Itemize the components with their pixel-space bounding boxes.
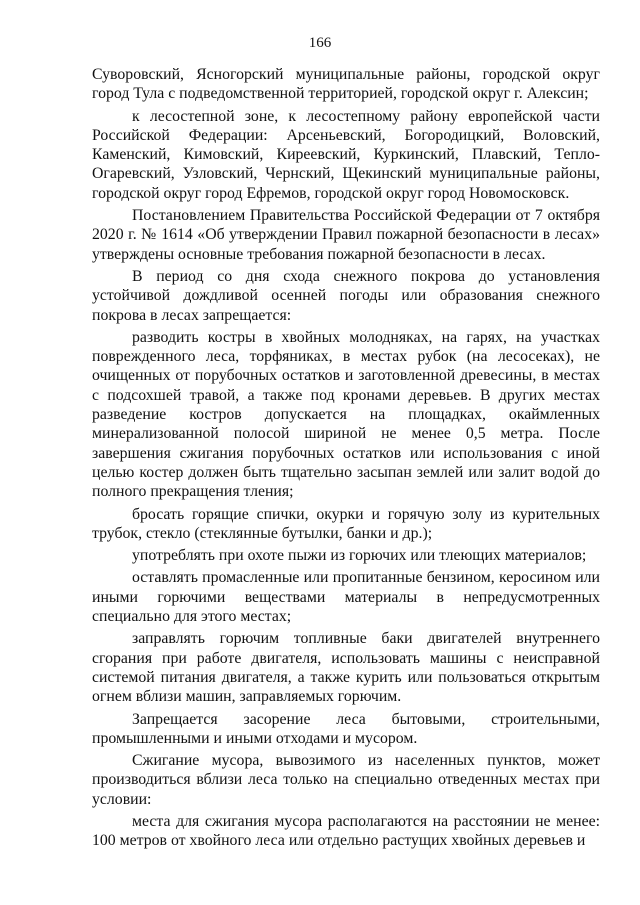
body-text	[92, 65, 600, 854]
paragraph-10: Запрещается засорение леса бытовыми, строительными, промышленными и иными отходами и мусором.	[92, 710, 600, 747]
paragraph-11: Сжигание мусора, вывозимого из населенных пунктов, может производиться вблизи леса только на специально отведенных местах при условии:	[92, 752, 600, 808]
paragraph-7: употреблять при охоте пыжи из горючих или тлеющих материалов;	[132, 547, 587, 565]
paragraph-6: бросать горящие спички, окурки и горячую золу из курительных трубок, стекло (стеклянные бутылки, банки и др.);	[92, 505, 600, 542]
paragraph-3: Постановлением Правительства Российской Федерации от 7 октября 2020 г. № 1614 «Об утверждении Правил пожарной безопасности в лесах» утверждены основные требования пожарной безопасности в лесах.	[92, 207, 600, 263]
paragraph-5: разводить костры в хвойных молодняках, на гарях, на участках поврежденного леса, торфяниках, в местах рубок (на лесосеках), не очищенных от порубочных остатков и заготовленной древесины, в местах с подсохшей травой, а также под кронами деревьев. В других местах разведение костров допускается на площадках, окаймленных минерализованной полосой шириной не менее 0,5 метра. После завершения сжигания порубочных остатков или использования с иной целью костер должен быть тщательно засыпан землей или залит водой до полного прекращения тления;	[92, 328, 600, 501]
paragraph-2: к лесостепной зоне, к лесостепному району европейской части Российской Федерации: Арсеньевский, Богородицкий, Воловский, Каменский, Кимовский, Киреевский, Куркинский, Плавский, Тепло-Огаревский, Узловский, Чернский, Щекинский муниципальные районы, городской округ город Ефремов, городской округ город Новомосковск.	[92, 107, 600, 202]
page-number: 166	[308, 35, 332, 51]
paragraph-8: оставлять промасленные или пропитанные бензином, керосином или иными горючими веществами материалы в непредусмотренных специально для этого местах;	[92, 569, 600, 626]
paragraph-9: заправлять горючим топливные баки двигателей внутреннего сгорания при работе двигателя, использовать машины с неисправной системой питания двигателя, а также курить или пользоваться открытым огнем вблизи машин, заправляемых горючим.	[92, 630, 600, 706]
paragraph-12: места для сжигания мусора располагаются на расстоянии не менее: 100 метров от хвойного леса или отдельно растущих хвойных деревьев и	[92, 812, 600, 850]
paragraph-1: Суворовский, Ясногорский муниципальные районы, городской округ город Тула с подведомственной территорией, городской округ г. Алексин;	[92, 66, 600, 103]
paragraph-4: В период со дня схода снежного покрова до установления устойчивой дождливой осенней погоды или образования снежного покрова в лесах запрещается:	[92, 267, 600, 324]
